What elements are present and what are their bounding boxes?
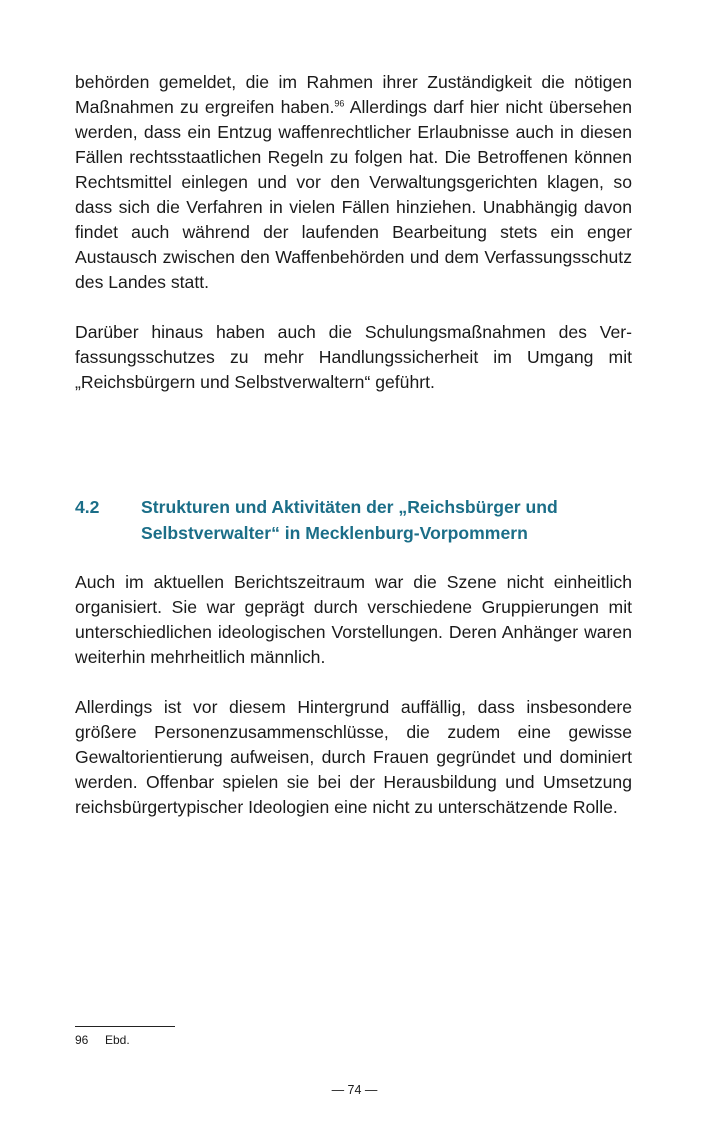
- section-paragraph-2: Allerdings ist vor diesem Hintergrund auffällig, dass insbesondere größere Personenzusammenschlüsse, die zudem eine gewisse Gewaltorientierung aufweisen, durch Frauen gegründet und dominiert werden. Offenbar spielen sie bei der Herausbildung und Umsetzung reichsbürgertypischer Ideologien eine nicht zu unterschätzende Rolle.: [75, 697, 632, 817]
- intro-paragraph-1-text-a: behörden gemeldet, die im Rahmen ihrer Zuständigkeit die nötigen Maßnahmen zu ergreifen haben.: [75, 72, 632, 117]
- intro-paragraph-2: Darüber hinaus haben auch die Schulungsmaßnahmen des Verfassungsschutzes zu mehr Handlungssicherheit im Umgang mit „Reichsbürgern und Selbstverwaltern“ geführt.: [75, 322, 632, 392]
- footnote-divider: [75, 1026, 175, 1027]
- footnote-reference: 96: [334, 98, 345, 109]
- section-number: 4.2: [75, 497, 100, 517]
- intro-paragraph-1-text-b: Allerdings darf hier nicht übersehen werden, dass ein Entzug waffenrechtlicher Erlaubnisse auch in diesen Fällen rechtsstaatlichen Regeln zu folgen hat. Die Betroffenen können Rechtsmittel einlegen und vor den Verwaltungsgerichten klagen, so dass sich die Verfahren in vielen Fällen hinziehen. Unabhängig davon findet auch während der laufenden Bearbeitung stets ein enger Austausch zwischen den Waffenbehörden und dem Verfassungsschutz des Landes statt.: [75, 97, 632, 292]
- section-heading: [75, 494, 635, 546]
- section-title: Strukturen und Aktivitäten der „Reichsbürger und Selbstverwalter“ in Mecklenburg-Vorpommern: [141, 497, 558, 543]
- footnote-number: 96: [75, 1033, 89, 1047]
- footnote-text: Ebd.: [105, 1033, 130, 1047]
- section-body: [75, 570, 632, 820]
- intro-block: [75, 70, 632, 395]
- section-paragraph-1: Auch im aktuellen Berichtszeitraum war die Szene nicht einheitlich organisiert. Sie war geprägt durch verschiedene Gruppierungen mit unterschiedlichen ideologischen Vorstellungen. Deren Anhänger waren weiterhin mehrheitlich männlich.: [75, 572, 632, 667]
- page-number: — 74 —: [331, 1083, 378, 1097]
- intro-paragraph-1: [75, 70, 632, 295]
- footnote: [75, 1033, 130, 1048]
